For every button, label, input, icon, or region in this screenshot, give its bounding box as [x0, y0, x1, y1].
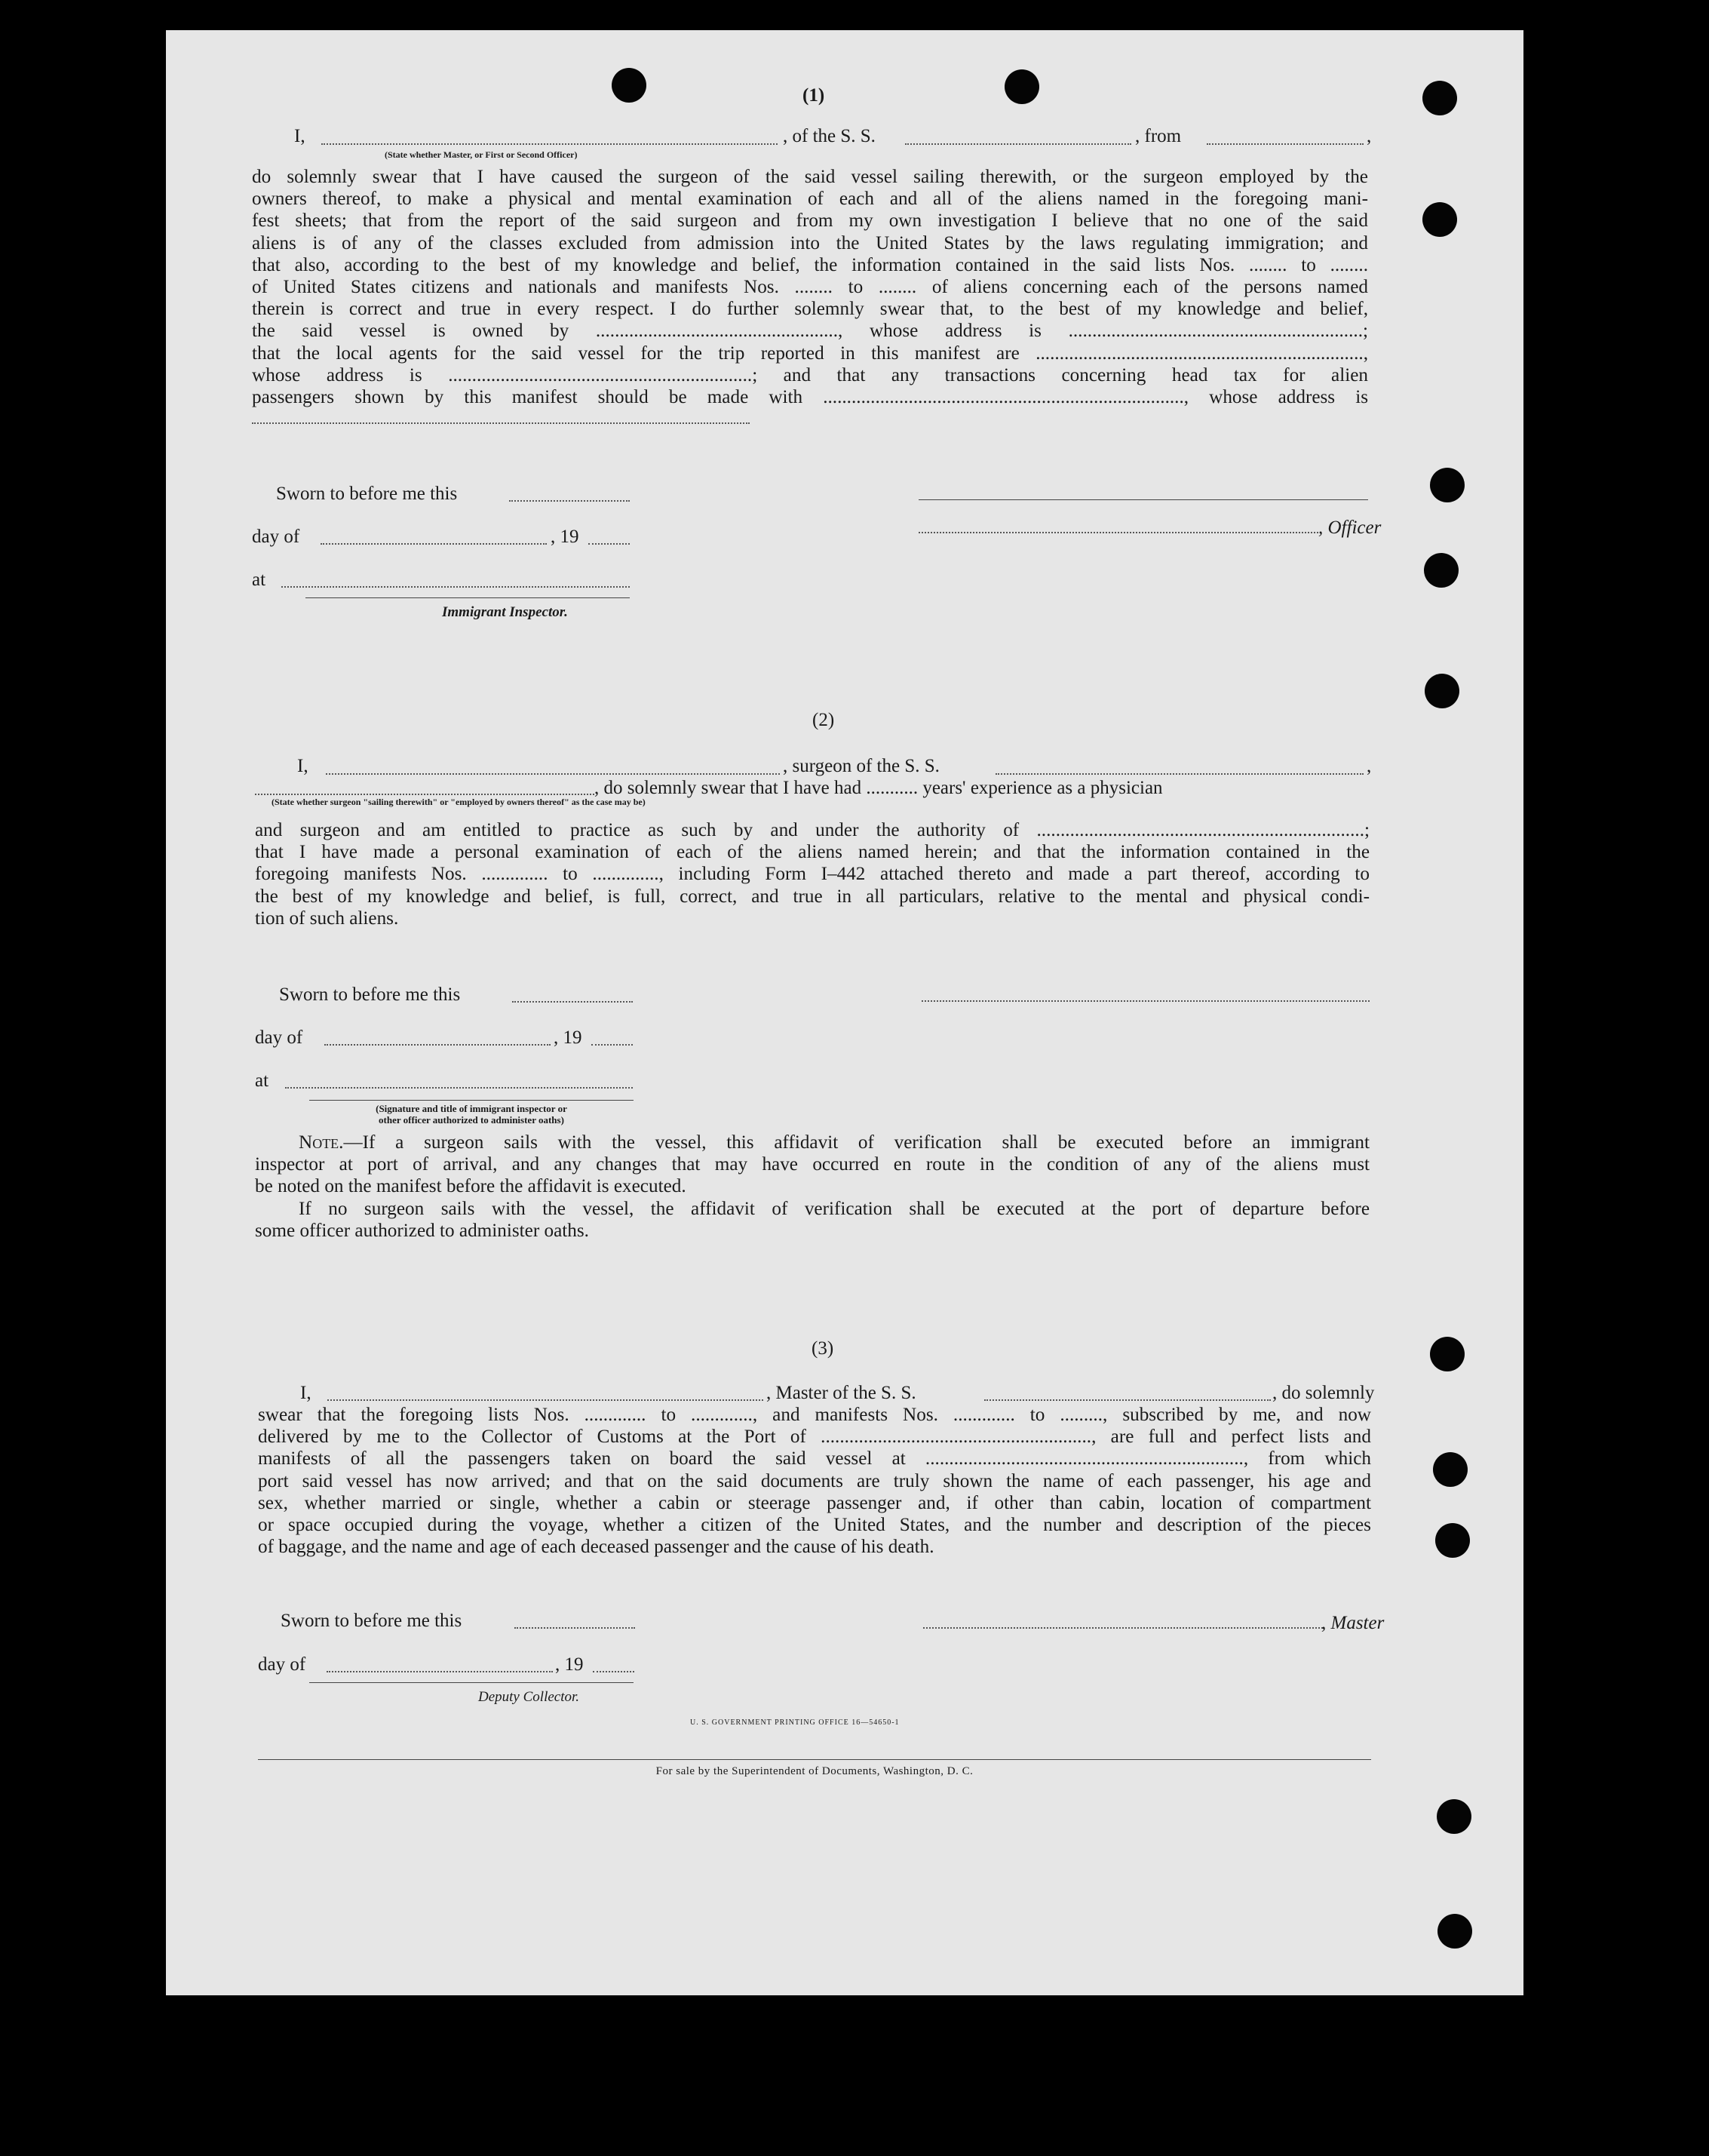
year-field[interactable] — [593, 1671, 634, 1672]
comma: , — [1367, 756, 1372, 776]
of-the-ss-label: , of the S. S. — [783, 126, 876, 146]
surgeon-name-field[interactable] — [326, 773, 780, 775]
section-3-body — [258, 1404, 1371, 1558]
sworn-label: Sworn to before me this — [279, 984, 461, 1005]
signature-line[interactable] — [919, 499, 1368, 500]
officer-field[interactable] — [919, 532, 1318, 533]
body-line: that the local agents for the said vessel for the trip reported in this manifest are ....................................................................., — [252, 342, 1368, 364]
punch-hole — [1422, 81, 1457, 115]
solemnly-label: , do solemnly — [1272, 1383, 1375, 1403]
punch-hole — [1437, 1914, 1472, 1949]
note-line: inspector at port of arrival, and any changes that may have occurred en route in the condition of any of the aliens must — [255, 1154, 1370, 1175]
year-label: , 19 — [554, 1027, 582, 1048]
body-line: manifests of all the passengers taken on board the said vessel at ..................................................................., from which — [258, 1448, 1371, 1470]
at-label: at — [255, 1070, 269, 1091]
master-caption: (State whether Master, or First or Second Officer) — [385, 149, 578, 160]
i-label: I, — [294, 126, 305, 146]
inspector-signature-line[interactable] — [305, 597, 630, 598]
at-field[interactable] — [285, 1087, 633, 1089]
signature-caption: (Signature and title of immigrant inspector or — [376, 1103, 567, 1114]
form-page — [166, 30, 1523, 1995]
vessel-name-field[interactable] — [984, 1399, 1271, 1401]
punch-hole — [1437, 1799, 1471, 1834]
note-line: be noted on the manifest before the affidavit is executed. — [255, 1176, 686, 1197]
officer-label: , Officer — [1318, 518, 1382, 538]
vessel-name-field[interactable] — [905, 143, 1131, 145]
body-line: tion of such aliens. — [255, 908, 399, 929]
punch-hole — [1005, 69, 1039, 104]
note-block — [255, 1132, 1370, 1242]
body-line: foregoing manifests Nos. .............. to .............., including Form I–442 attached thereto and made a part thereof, according to — [255, 864, 1370, 885]
body-line: and surgeon and am entitled to practice as such by and under the authority of .....................................................................; — [255, 820, 1370, 840]
inspector-signature-line[interactable] — [309, 1100, 634, 1101]
body-line: of baggage, and the name and age of each deceased passenger and the cause of his death. — [258, 1537, 934, 1558]
body-line: that also, according to the best of my knowledge and belief, the information contained in the said lists Nos. ........ to ........ — [252, 254, 1368, 275]
note-label: Note. — [299, 1132, 344, 1153]
note-line — [255, 1132, 1370, 1153]
surgeon-signature-field[interactable] — [922, 1000, 1370, 1002]
at-label: at — [252, 570, 266, 590]
body-line: that I have made a personal examination of each of the aliens named herein; and that the information contained in the — [255, 842, 1370, 863]
i-label: I, — [297, 756, 308, 776]
punch-hole — [1424, 553, 1459, 588]
body-line: owners thereof, to make a physical and mental examination of each and all of the aliens named in the foregoing mani- — [252, 189, 1368, 210]
punch-hole — [1430, 468, 1465, 502]
body-line: do solemnly swear that I have caused the surgeon of the said vessel sailing therewith, or the surgeon employed by the — [252, 167, 1368, 187]
year-field[interactable] — [591, 1044, 633, 1046]
section-2-body — [255, 819, 1370, 929]
punch-hole — [1425, 674, 1459, 708]
section-2-number: (2) — [812, 710, 835, 730]
day-of-label: day of — [255, 1027, 303, 1048]
at-field[interactable] — [281, 586, 630, 588]
body-line: aliens is of any of the classes excluded from admission into the United States by the laws regulating immigration; and — [252, 232, 1368, 253]
body-line: passengers shown by this manifest should be made with ............................................................................, whose address is — [252, 387, 1368, 408]
day-of-label: day of — [252, 527, 300, 547]
sworn-label: Sworn to before me this — [276, 484, 458, 504]
master-label: , Master — [1321, 1613, 1385, 1633]
day-of-label: day of — [258, 1654, 306, 1675]
body-line: swear that the foregoing lists Nos. ............. to ............., and manifests Nos. ............. to ........., subscribed by me, and now — [258, 1405, 1371, 1425]
punch-hole — [1422, 202, 1457, 237]
from-label: , from — [1135, 126, 1182, 146]
section-1-number: (1) — [802, 85, 825, 106]
inspector-label: Immigrant Inspector. — [442, 604, 568, 620]
body-line: delivered by me to the Collector of Customs at the Port of ........................................................., are full and perfect lists and — [258, 1427, 1371, 1448]
body-line: whose address is ................................................................; and that any transactions concerning head tax for alien — [252, 364, 1368, 385]
i-label: I, — [300, 1383, 311, 1403]
day-field[interactable] — [321, 543, 547, 545]
surgeon-status-field[interactable] — [255, 794, 594, 795]
from-port-field[interactable] — [1207, 143, 1364, 145]
deputy-signature-line[interactable] — [309, 1682, 634, 1683]
year-label: , 19 — [555, 1654, 584, 1675]
punch-hole — [1433, 1452, 1468, 1487]
day-field[interactable] — [327, 1671, 553, 1672]
address-continuation-field[interactable] — [252, 422, 750, 424]
body-line: port said vessel has now arrived; and that on the said documents are truly shown the name of each passenger, his age and — [258, 1470, 1371, 1491]
master-of-label: , Master of the S. S. — [766, 1383, 916, 1403]
body-line: the best of my knowledge and belief, is full, correct, and true in all particulars, relative to the mental and physical condi- — [255, 886, 1370, 907]
section-3-number: (3) — [812, 1338, 834, 1359]
master-signature-field[interactable] — [923, 1627, 1323, 1629]
body-line: sex, whether married or single, whether a cabin or steerage passenger and, if other than cabin, location of compartment — [258, 1492, 1371, 1513]
section-1-body — [252, 166, 1368, 408]
body-line: or space occupied during the voyage, whether a citizen of the United States, and the number and description of the pieces — [258, 1515, 1371, 1536]
sworn-label: Sworn to before me this — [281, 1611, 462, 1631]
punch-hole — [1430, 1337, 1465, 1371]
body-line: fest sheets; that from the report of the said surgeon and from my own investigation I believe that no one of the said — [252, 210, 1368, 232]
day-field[interactable] — [324, 1044, 551, 1046]
body-line: the said vessel is owned by ..................................................., whose address is ..............................................................; — [252, 321, 1368, 342]
deputy-label: Deputy Collector. — [478, 1689, 580, 1705]
punch-hole — [612, 68, 646, 103]
sworn-field[interactable] — [512, 1001, 633, 1003]
body-line: of United States citizens and nationals and manifests Nos. ........ to ........ of aliens concerning each of the persons named — [252, 277, 1368, 298]
punch-hole — [1435, 1523, 1470, 1558]
body-line: therein is correct and true in every respect. I do further solemnly swear that, to the best of my knowledge and belief, — [252, 299, 1368, 320]
sale-notice: For sale by the Superintendent of Documents, Washington, D. C. — [655, 1765, 974, 1777]
master-field[interactable] — [321, 143, 778, 145]
sworn-field[interactable] — [514, 1627, 635, 1629]
sworn-field[interactable] — [509, 500, 630, 502]
footer-rule — [258, 1759, 1371, 1760]
signature-caption: other officer authorized to administer oaths) — [379, 1114, 564, 1126]
surgeon-caption: (State whether surgeon "sailing therewith" or "employed by owners thereof" as the case may be) — [272, 797, 646, 807]
year-label: , 19 — [551, 527, 579, 547]
note-line: some officer authorized to administer oaths. — [255, 1220, 589, 1241]
comma: , — [1367, 126, 1372, 146]
vessel-name-field[interactable] — [996, 773, 1364, 775]
note-text: —If a surgeon sails with the vessel, this affidavit of verification shall be executed before an immigrant — [343, 1132, 1370, 1153]
master-name-field[interactable] — [327, 1399, 763, 1401]
printing-office: U. S. GOVERNMENT PRINTING OFFICE 16—54650-1 — [690, 1718, 900, 1727]
note-line: If no surgeon sails with the vessel, the affidavit of verification shall be executed at the port of departure before — [299, 1198, 1370, 1219]
surgeon-of-label: , surgeon of the S. S. — [783, 756, 940, 776]
swear-line: , do solemnly swear that I have had ........... years' experience as a physician — [594, 778, 1163, 798]
year-field[interactable] — [588, 543, 630, 545]
